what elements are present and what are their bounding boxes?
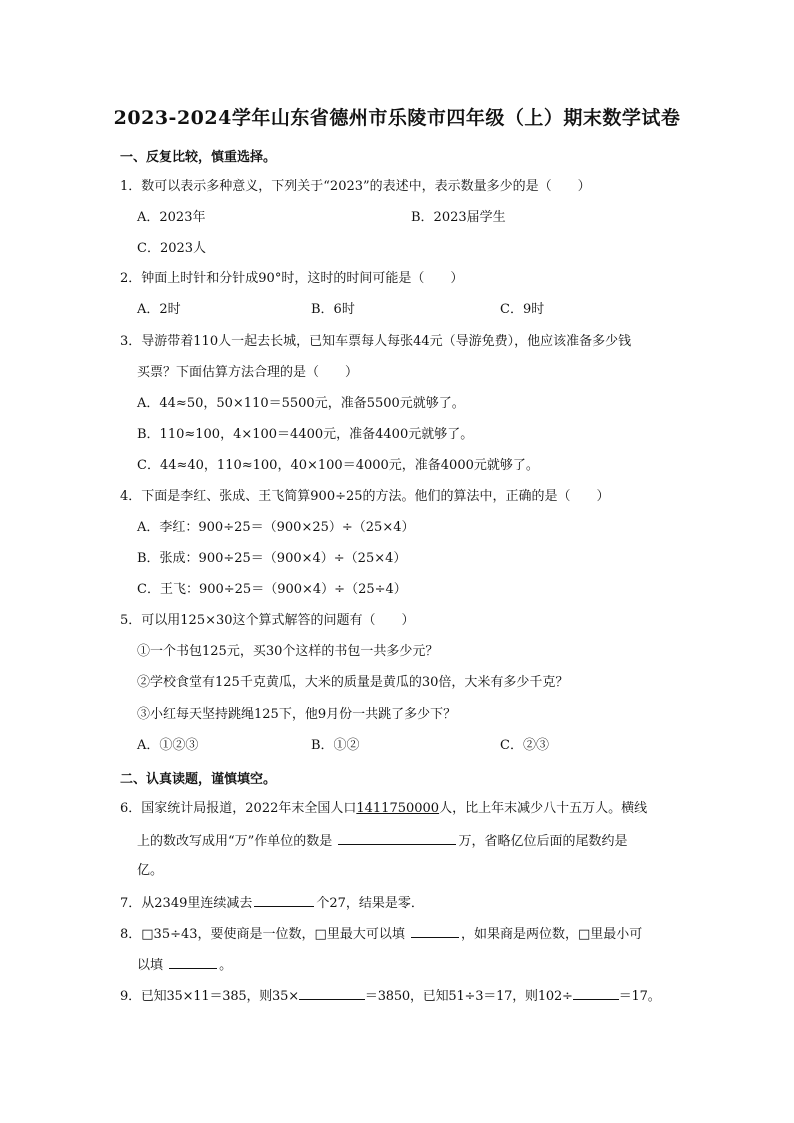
answer-blank-8a[interactable] (411, 924, 459, 938)
section-2-heading: 二、认真读题，谨慎填空。 (120, 772, 277, 787)
question-6-text-1: 6．国家统计局报道，2022年末全国人口 (120, 801, 357, 816)
answer-blank-7[interactable] (254, 893, 314, 907)
population-number: 1411750000 (356, 801, 440, 816)
question-6-text-3: 上的数改写成用“万”作单位的数是 (137, 834, 333, 849)
answer-blank-8b[interactable] (169, 955, 217, 969)
question-2-stem: 2．钟面上时针和分针成90°时，这时的时间可能是（ ） (120, 271, 464, 286)
question-1-stem: 1．数可以表示多种意义，下列关于“2023”的表述中，表示数量多少的是（ ） (120, 179, 591, 194)
question-4-option-c: C．王飞：900÷25＝（900×4）÷（25÷4） (137, 582, 407, 597)
question-5-statement-3: ③小红每天坚持跳绳125下，他9月份一共跳了多少下？ (137, 707, 457, 722)
question-9-text-2: ＝3850，已知51÷3＝17，则102÷ (364, 989, 573, 1004)
question-5-option-a: A．①②③ (137, 738, 199, 753)
question-9-line (120, 986, 661, 1006)
question-3-option-c: C．44≈40，110≈100，40×100＝4000元，准备4000元就够了。 (137, 458, 539, 473)
question-5-stem: 5．可以用125×30这个算式解答的问题有（ ） (120, 613, 415, 628)
page-title: 2023-2024学年山东省德州市乐陵市四年级（上）期末数学试卷 (113, 107, 681, 129)
question-8-text-4: 。 (219, 958, 233, 973)
question-3-stem-line2: 买票？下面估算方法合理的是（ ） (137, 365, 359, 380)
question-7-line (120, 893, 424, 913)
answer-blank-9b[interactable] (573, 986, 619, 1000)
question-6-text-2: 人，比上年末减少八十五万人。横线 (439, 801, 648, 816)
question-9-text-1: 9．已知35×11＝385，则35× (120, 989, 299, 1004)
question-2-option-b: B．6时 (311, 302, 355, 317)
question-8-text-1: 8．□35÷43，要使商是一位数，□里最大可以填 (120, 927, 405, 942)
question-6-line2 (137, 831, 627, 851)
question-6-text-4: 万，省略亿位后面的尾数约是 (458, 834, 628, 849)
section-1-heading: 一、反复比较，慎重选择。 (120, 150, 277, 165)
question-6-line1 (120, 800, 647, 818)
question-4-option-b: B．张成：900÷25＝（900×4）÷（25×4） (137, 551, 407, 566)
question-3-option-b: B．110≈100，4×100＝4400元，准备4400元就够了。 (137, 427, 474, 442)
question-1-option-c: C．2023人 (137, 241, 207, 256)
question-9-text-3: ＝17。 (618, 989, 661, 1004)
question-8-line2 (137, 955, 232, 975)
question-2-option-c: C．9时 (500, 302, 545, 317)
question-3-option-a: A．44≈50，50×110＝5500元，准备5500元就够了。 (137, 396, 465, 411)
question-7-text-1: 7．从2349里连续减去 (120, 896, 253, 911)
question-6-text-5: 亿。 (137, 863, 164, 878)
question-8-text-3: 以填 (137, 958, 164, 973)
question-1-option-b: B．2023届学生 (411, 210, 506, 225)
question-1-option-a: A．2023年 (137, 210, 206, 225)
question-4-stem: 4．下面是李红、张成、王飞简算900÷25的方法。他们的算法中，正确的是（ ） (120, 489, 610, 504)
question-5-option-b: B．①② (311, 738, 360, 753)
question-5-statement-1: ①一个书包125元，买30个这样的书包一共多少元？ (137, 644, 439, 659)
question-7-text-2: 个27，结果是零． (316, 896, 424, 911)
answer-blank-6a[interactable] (338, 831, 456, 845)
question-4-option-a: A．李红：900÷25＝（900×25）÷（25×4） (137, 520, 415, 535)
question-2-option-a: A．2时 (137, 302, 181, 317)
question-5-option-c: C．②③ (500, 738, 549, 753)
question-3-stem-line1: 3．导游带着110人一起去长城，已知车票每人每张44元（导游免费），他应该准备多少钱 (120, 334, 632, 349)
question-5-statement-2: ②学校食堂有125千克黄瓜，大米的质量是黄瓜的30倍，大米有多少千克？ (137, 675, 569, 690)
question-8-line1 (120, 924, 642, 944)
question-8-text-2: ，如果商是两位数，□里最小可 (460, 927, 643, 942)
answer-blank-9a[interactable] (299, 986, 365, 1000)
